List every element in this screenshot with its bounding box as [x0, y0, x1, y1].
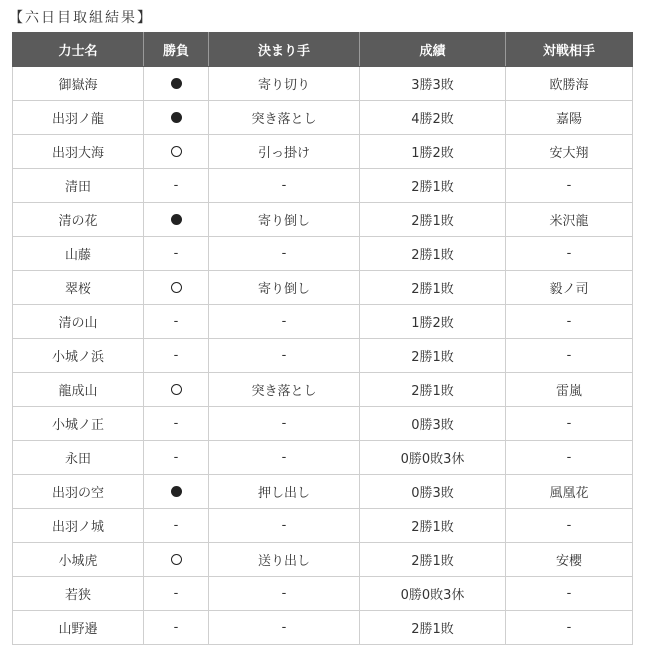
cell-kimarite: - [209, 441, 360, 475]
loss-mark-icon [171, 282, 182, 293]
cell-result [144, 475, 209, 509]
cell-record: 2勝1敗 [360, 373, 506, 407]
cell-result [144, 271, 209, 305]
result-text: - [173, 450, 179, 465]
table-row [13, 611, 633, 645]
cell-opponent: - [506, 577, 633, 611]
cell-name: 小城虎 [13, 543, 144, 577]
table-row [13, 169, 633, 203]
cell-result [144, 441, 209, 475]
table-row [13, 475, 633, 509]
cell-record: 0勝3敗 [360, 475, 506, 509]
cell-opponent: 安櫻 [506, 543, 633, 577]
cell-result [144, 339, 209, 373]
cell-name: 翠桜 [13, 271, 144, 305]
cell-kimarite: 突き落とし [209, 373, 360, 407]
cell-record: 2勝1敗 [360, 237, 506, 271]
cell-opponent: 安大翔 [506, 135, 633, 169]
header-result: 勝負 [144, 33, 209, 67]
cell-kimarite: - [209, 509, 360, 543]
table-row [13, 101, 633, 135]
cell-result [144, 611, 209, 645]
cell-name: 山藤 [13, 237, 144, 271]
win-mark-icon [171, 486, 182, 497]
cell-kimarite: - [209, 577, 360, 611]
cell-opponent: - [506, 611, 633, 645]
cell-kimarite: - [209, 407, 360, 441]
table-row [13, 237, 633, 271]
cell-name: 若狭 [13, 577, 144, 611]
page-title: 【六日目取組結果】 [9, 10, 153, 26]
cell-kimarite: - [209, 611, 360, 645]
cell-kimarite: 寄り倒し [209, 203, 360, 237]
cell-name: 清の山 [13, 305, 144, 339]
cell-name: 出羽ノ龍 [13, 101, 144, 135]
header-opponent: 対戦相手 [506, 33, 633, 67]
cell-kimarite: - [209, 305, 360, 339]
result-text: - [173, 246, 179, 261]
cell-kimarite: 引っ掛け [209, 135, 360, 169]
cell-kimarite: - [209, 237, 360, 271]
cell-name: 龍成山 [13, 373, 144, 407]
cell-result [144, 577, 209, 611]
cell-name: 出羽の空 [13, 475, 144, 509]
table-row [13, 203, 633, 237]
table-row [13, 441, 633, 475]
cell-kimarite: 押し出し [209, 475, 360, 509]
cell-opponent: 米沢龍 [506, 203, 633, 237]
cell-record: 2勝1敗 [360, 271, 506, 305]
cell-record: 2勝1敗 [360, 203, 506, 237]
table-row [13, 373, 633, 407]
cell-opponent: 毅ノ司 [506, 271, 633, 305]
cell-result [144, 203, 209, 237]
cell-result [144, 305, 209, 339]
cell-record: 2勝1敗 [360, 509, 506, 543]
cell-result [144, 373, 209, 407]
result-text: - [173, 178, 179, 193]
table-header [13, 33, 633, 67]
header-kimarite: 決まり手 [209, 33, 360, 67]
cell-name: 清田 [13, 169, 144, 203]
cell-opponent: - [506, 237, 633, 271]
win-mark-icon [171, 112, 182, 123]
cell-name: 山野邉 [13, 611, 144, 645]
cell-result [144, 237, 209, 271]
loss-mark-icon [171, 146, 182, 157]
cell-record: 3勝3敗 [360, 67, 506, 101]
cell-kimarite: 突き落とし [209, 101, 360, 135]
cell-result [144, 407, 209, 441]
header-name: 力士名 [13, 33, 144, 67]
cell-opponent: - [506, 305, 633, 339]
cell-result [144, 67, 209, 101]
cell-opponent: 風凰花 [506, 475, 633, 509]
cell-opponent: 嘉陽 [506, 101, 633, 135]
cell-name: 小城ノ正 [13, 407, 144, 441]
cell-record: 0勝0敗3休 [360, 577, 506, 611]
result-text: - [173, 620, 179, 635]
cell-record: 2勝1敗 [360, 543, 506, 577]
cell-opponent: - [506, 509, 633, 543]
table-row [13, 135, 633, 169]
cell-record: 0勝3敗 [360, 407, 506, 441]
cell-kimarite: - [209, 339, 360, 373]
cell-result [144, 101, 209, 135]
cell-record: 2勝1敗 [360, 169, 506, 203]
result-text: - [173, 416, 179, 431]
table-row [13, 407, 633, 441]
cell-opponent: - [506, 407, 633, 441]
table-row [13, 577, 633, 611]
cell-kimarite: 寄り倒し [209, 271, 360, 305]
cell-result [144, 135, 209, 169]
win-mark-icon [171, 214, 182, 225]
cell-kimarite: 寄り切り [209, 67, 360, 101]
cell-name: 出羽ノ城 [13, 509, 144, 543]
cell-record: 1勝2敗 [360, 135, 506, 169]
win-mark-icon [171, 78, 182, 89]
cell-opponent: 欧勝海 [506, 67, 633, 101]
loss-mark-icon [171, 554, 182, 565]
cell-opponent: - [506, 339, 633, 373]
table-row [13, 509, 633, 543]
result-text: - [173, 314, 179, 329]
result-text: - [173, 348, 179, 363]
table-row [13, 543, 633, 577]
cell-kimarite: 送り出し [209, 543, 360, 577]
header-row [13, 33, 633, 67]
cell-opponent: - [506, 441, 633, 475]
cell-record: 1勝2敗 [360, 305, 506, 339]
results-table [12, 32, 633, 645]
header-record: 成績 [360, 33, 506, 67]
cell-result [144, 169, 209, 203]
cell-name: 永田 [13, 441, 144, 475]
cell-name: 清の花 [13, 203, 144, 237]
cell-record: 2勝1敗 [360, 611, 506, 645]
cell-record: 4勝2敗 [360, 101, 506, 135]
table-body [13, 67, 633, 645]
cell-name: 小城ノ浜 [13, 339, 144, 373]
table-row [13, 271, 633, 305]
cell-record: 2勝1敗 [360, 339, 506, 373]
cell-opponent: - [506, 169, 633, 203]
table-row [13, 67, 633, 101]
table-row [13, 305, 633, 339]
cell-result [144, 509, 209, 543]
cell-result [144, 543, 209, 577]
table-row [13, 339, 633, 373]
loss-mark-icon [171, 384, 182, 395]
cell-name: 出羽大海 [13, 135, 144, 169]
result-text: - [173, 518, 179, 533]
cell-record: 0勝0敗3休 [360, 441, 506, 475]
cell-kimarite: - [209, 169, 360, 203]
cell-opponent: 雷嵐 [506, 373, 633, 407]
cell-name: 御嶽海 [13, 67, 144, 101]
result-text: - [173, 586, 179, 601]
